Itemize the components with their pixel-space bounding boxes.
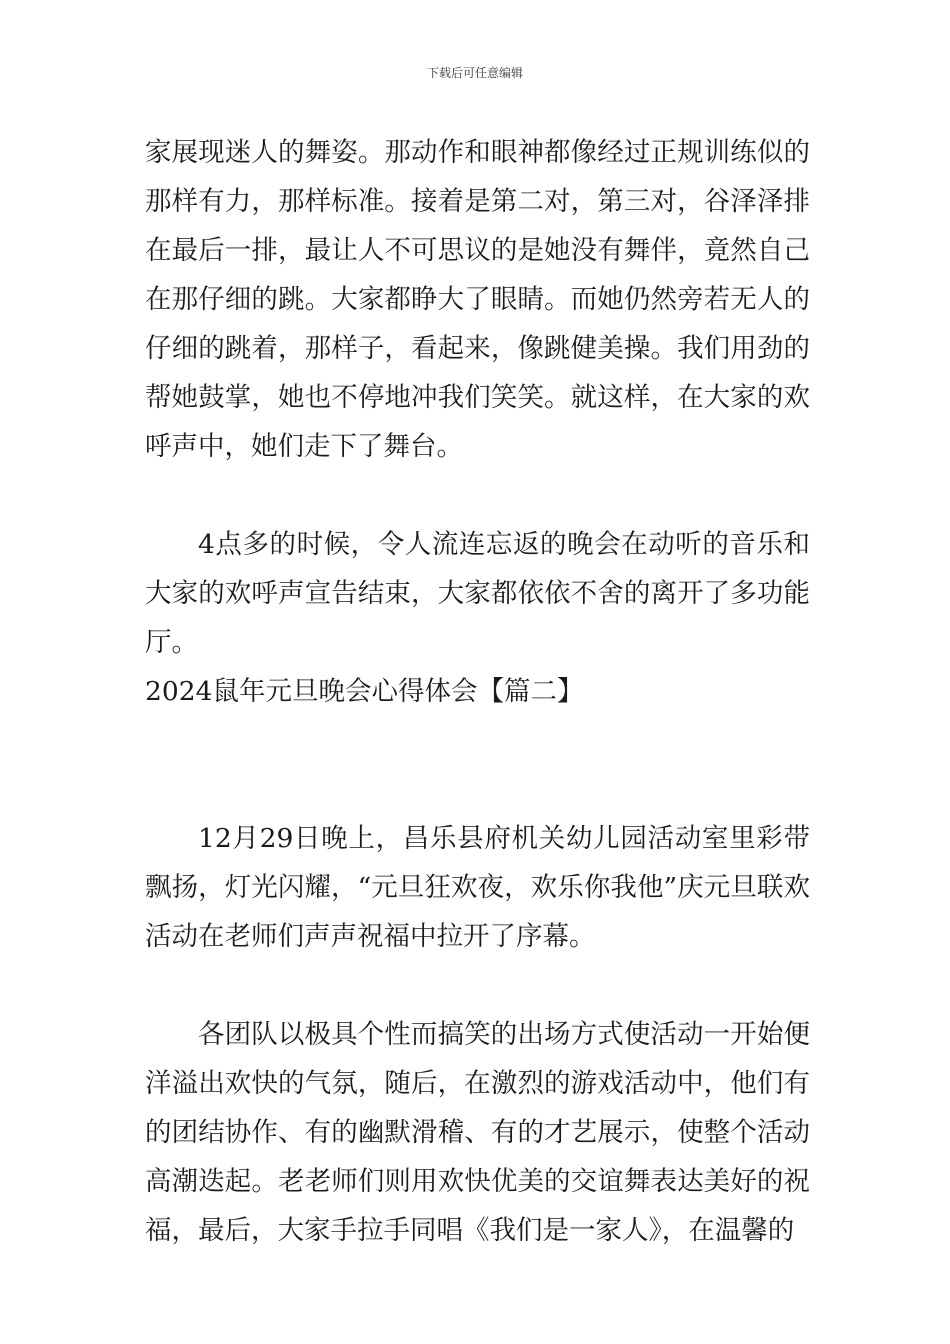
paragraph: 4点多的时候，令人流连忘返的晚会在动听的音乐和大家的欢呼声宣告结束，大家都依依不舍的离开了多功能厅。	[145, 529, 810, 658]
page-header: 下载后可任意编辑	[426, 66, 523, 80]
section-heading: 2024鼠年元旦晚会心得体会【篇二】	[145, 676, 584, 707]
document-body	[145, 128, 810, 1255]
paragraph: 家展现迷人的舞姿。那动作和眼神都像经过正规训练似的那样有力，那样标准。接着是第二对，第三对，谷泽泽排在最后一排，最让人不可思议的是她没有舞伴，竟然自己在那仔细的跳。大家都睁大了眼睛。而她仍然旁若无人的仔细的跳着，那样子，看起来，像跳健美操。我们用劲的帮她鼓掌，她也不停地冲我们笑笑。就这样，在大家的欢呼声中，她们走下了舞台。	[145, 137, 810, 462]
paragraph: 各团队以极具个性而搞笑的出场方式使活动一开始便洋溢出欢快的气氛，随后，在激烈的游戏活动中，他们有的团结协作、有的幽默滑稽、有的才艺展示，使整个活动高潮迭起。老老师们则用欢快优美的交谊舞表达美好的祝福，最后，大家手拉手同唱《我们是一家人》，在温馨的	[145, 1019, 810, 1246]
paragraph: 12月29日晚上，昌乐县府机关幼儿园活动室里彩带飘扬，灯光闪耀，“元旦狂欢夜，欢乐你我他”庆元旦联欢活动在老师们声声祝福中拉开了序幕。	[145, 823, 810, 952]
